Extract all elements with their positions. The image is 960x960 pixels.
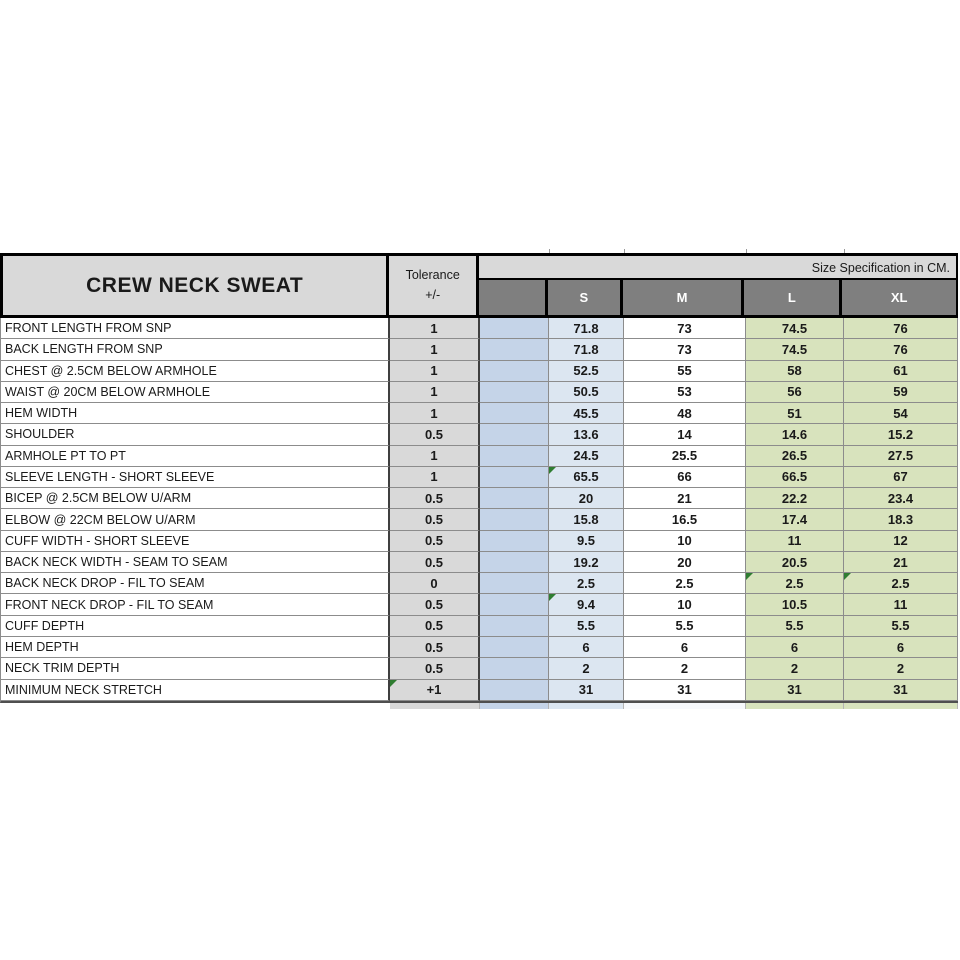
size-header-m: M — [623, 280, 745, 315]
empty-cell — [480, 446, 549, 467]
measurement-label: BACK NECK DROP - FIL TO SEAM — [1, 573, 390, 594]
measurement-label: FRONT NECK DROP - FIL TO SEAM — [1, 594, 390, 615]
size-m-value: 53 — [624, 382, 746, 403]
size-m-value: 2.5 — [624, 573, 746, 594]
table-row — [1, 680, 958, 701]
size-xl-value: 5.5 — [844, 616, 958, 637]
tolerance-value: 0.5 — [390, 637, 480, 658]
size-l-value: 66.5 — [746, 467, 844, 488]
measurement-label: HEM WIDTH — [1, 403, 390, 424]
size-s-value: 71.8 — [549, 318, 624, 339]
tolerance-value: 1 — [390, 339, 480, 360]
size-xl-value: 76 — [844, 318, 958, 339]
table-row — [1, 382, 958, 403]
table-row — [1, 361, 958, 382]
size-s-value: 2.5 — [549, 573, 624, 594]
size-header-s: S — [548, 280, 623, 315]
empty-cell — [480, 318, 549, 339]
tolerance-value: 1 — [390, 361, 480, 382]
page-title: CREW NECK SWEAT — [3, 256, 389, 315]
size-s-value: 52.5 — [549, 361, 624, 382]
size-s-value: 20 — [549, 488, 624, 509]
size-l-value: 22.2 — [746, 488, 844, 509]
size-m-value: 66 — [624, 467, 746, 488]
size-s-value: 9.4 — [549, 594, 624, 615]
size-header-empty-cell — [479, 280, 548, 315]
size-m-value: 25.5 — [624, 446, 746, 467]
tolerance-value: 1 — [390, 318, 480, 339]
column-border-tick — [844, 249, 845, 253]
error-indicator-icon — [844, 573, 851, 580]
cropped-cell — [549, 703, 624, 709]
table-row — [1, 318, 958, 339]
size-xl-value: 23.4 — [844, 488, 958, 509]
size-l-value: 74.5 — [746, 318, 844, 339]
measurement-label: SHOULDER — [1, 424, 390, 445]
empty-cell — [480, 509, 549, 530]
cropped-row-above — [0, 249, 958, 253]
measurement-label: ARMHOLE PT TO PT — [1, 446, 390, 467]
empty-cell — [480, 594, 549, 615]
empty-cell — [480, 573, 549, 594]
measurement-label: NECK TRIM DEPTH — [1, 658, 390, 679]
size-xl-value: 54 — [844, 403, 958, 424]
size-header-xl: XL — [842, 280, 956, 315]
cropped-cell — [844, 703, 958, 709]
error-indicator-icon — [390, 680, 397, 687]
cropped-row-below — [0, 703, 958, 709]
size-s-value: 9.5 — [549, 531, 624, 552]
size-l-value: 26.5 — [746, 446, 844, 467]
tolerance-value: 0.5 — [390, 509, 480, 530]
size-s-value: 65.5 — [549, 467, 624, 488]
column-border-tick — [746, 249, 747, 253]
empty-cell — [480, 680, 549, 701]
size-s-value: 31 — [549, 680, 624, 701]
size-spec-header-group — [479, 256, 956, 315]
size-m-value: 48 — [624, 403, 746, 424]
size-xl-value: 31 — [844, 680, 958, 701]
empty-cell — [480, 658, 549, 679]
size-s-value: 24.5 — [549, 446, 624, 467]
size-header-l: L — [744, 280, 842, 315]
size-s-value: 71.8 — [549, 339, 624, 360]
tolerance-value: 0.5 — [390, 531, 480, 552]
error-indicator-icon — [549, 467, 556, 474]
size-m-value: 10 — [624, 531, 746, 552]
size-m-value: 5.5 — [624, 616, 746, 637]
size-s-value: 13.6 — [549, 424, 624, 445]
table-row — [1, 531, 958, 552]
size-l-value: 56 — [746, 382, 844, 403]
measurement-rows — [0, 318, 958, 703]
tolerance-value: 1 — [390, 467, 480, 488]
size-m-value: 2 — [624, 658, 746, 679]
measurement-label: CUFF DEPTH — [1, 616, 390, 637]
tolerance-column-header — [389, 256, 479, 315]
size-xl-value: 12 — [844, 531, 958, 552]
table-header — [0, 253, 958, 318]
measurement-label: MINIMUM NECK STRETCH — [1, 680, 390, 701]
empty-cell — [480, 361, 549, 382]
measurement-label: CHEST @ 2.5CM BELOW ARMHOLE — [1, 361, 390, 382]
size-l-value: 11 — [746, 531, 844, 552]
size-xl-value: 61 — [844, 361, 958, 382]
size-m-value: 20 — [624, 552, 746, 573]
size-l-value: 5.5 — [746, 616, 844, 637]
table-row — [1, 637, 958, 658]
size-m-value: 73 — [624, 339, 746, 360]
measurement-label: BACK NECK WIDTH - SEAM TO SEAM — [1, 552, 390, 573]
table-row — [1, 467, 958, 488]
table-row — [1, 616, 958, 637]
measurement-label: SLEEVE LENGTH - SHORT SLEEVE — [1, 467, 390, 488]
empty-cell — [480, 637, 549, 658]
size-spec-sheet — [0, 249, 958, 709]
table-row — [1, 403, 958, 424]
size-l-value: 2.5 — [746, 573, 844, 594]
table-row — [1, 594, 958, 615]
tolerance-value: 1 — [390, 382, 480, 403]
size-xl-value: 15.2 — [844, 424, 958, 445]
size-spec-caption: Size Specification in CM. — [479, 256, 956, 280]
empty-cell — [480, 616, 549, 637]
table-row — [1, 509, 958, 530]
table-row — [1, 488, 958, 509]
tolerance-value: 0.5 — [390, 488, 480, 509]
cropped-cell — [390, 703, 480, 709]
size-m-value: 55 — [624, 361, 746, 382]
measurement-label: CUFF WIDTH - SHORT SLEEVE — [1, 531, 390, 552]
size-xl-value: 6 — [844, 637, 958, 658]
size-l-value: 74.5 — [746, 339, 844, 360]
empty-cell — [480, 339, 549, 360]
size-s-value: 2 — [549, 658, 624, 679]
empty-cell — [480, 531, 549, 552]
empty-cell — [480, 552, 549, 573]
size-xl-value: 27.5 — [844, 446, 958, 467]
size-header-row — [479, 280, 956, 315]
empty-cell — [480, 467, 549, 488]
measurement-label: BICEP @ 2.5CM BELOW U/ARM — [1, 488, 390, 509]
cropped-cell — [480, 703, 549, 709]
error-indicator-icon — [746, 573, 753, 580]
size-xl-value: 18.3 — [844, 509, 958, 530]
size-s-value: 50.5 — [549, 382, 624, 403]
table-row — [1, 573, 958, 594]
tolerance-value: 0 — [390, 573, 480, 594]
tolerance-value: +1 — [390, 680, 480, 701]
size-xl-value: 21 — [844, 552, 958, 573]
size-m-value: 73 — [624, 318, 746, 339]
table-row — [1, 424, 958, 445]
measurement-label: HEM DEPTH — [1, 637, 390, 658]
table-row — [1, 658, 958, 679]
size-s-value: 45.5 — [549, 403, 624, 424]
size-m-value: 31 — [624, 680, 746, 701]
size-l-value: 17.4 — [746, 509, 844, 530]
error-indicator-icon — [549, 594, 556, 601]
size-m-value: 10 — [624, 594, 746, 615]
size-s-value: 15.8 — [549, 509, 624, 530]
size-m-value: 6 — [624, 637, 746, 658]
size-l-value: 31 — [746, 680, 844, 701]
size-l-value: 6 — [746, 637, 844, 658]
tolerance-value: 0.5 — [390, 658, 480, 679]
size-xl-value: 2 — [844, 658, 958, 679]
empty-cell — [480, 403, 549, 424]
tolerance-value: 0.5 — [390, 594, 480, 615]
table-row — [1, 446, 958, 467]
size-l-value: 20.5 — [746, 552, 844, 573]
size-xl-value: 59 — [844, 382, 958, 403]
cropped-cell — [746, 703, 844, 709]
size-s-value: 6 — [549, 637, 624, 658]
size-l-value: 10.5 — [746, 594, 844, 615]
tolerance-value: 0.5 — [390, 552, 480, 573]
size-m-value: 14 — [624, 424, 746, 445]
tolerance-value: 0.5 — [390, 424, 480, 445]
column-border-tick — [549, 249, 550, 253]
size-s-value: 19.2 — [549, 552, 624, 573]
size-m-value: 21 — [624, 488, 746, 509]
measurement-label: ELBOW @ 22CM BELOW U/ARM — [1, 509, 390, 530]
cropped-cell — [624, 703, 746, 709]
empty-cell — [480, 382, 549, 403]
tolerance-value: 0.5 — [390, 616, 480, 637]
tolerance-label-line1: Tolerance — [405, 268, 460, 283]
empty-cell — [480, 488, 549, 509]
column-border-tick — [624, 249, 625, 253]
size-xl-value: 2.5 — [844, 573, 958, 594]
size-xl-value: 11 — [844, 594, 958, 615]
size-s-value: 5.5 — [549, 616, 624, 637]
size-l-value: 58 — [746, 361, 844, 382]
table-row — [1, 339, 958, 360]
empty-cell — [480, 424, 549, 445]
size-l-value: 2 — [746, 658, 844, 679]
size-xl-value: 76 — [844, 339, 958, 360]
tolerance-value: 1 — [390, 403, 480, 424]
measurement-label: FRONT LENGTH FROM SNP — [1, 318, 390, 339]
size-m-value: 16.5 — [624, 509, 746, 530]
cropped-cell — [0, 703, 390, 709]
table-row — [1, 552, 958, 573]
measurement-label: WAIST @ 20CM BELOW ARMHOLE — [1, 382, 390, 403]
tolerance-value: 1 — [390, 446, 480, 467]
tolerance-label-line2: +/- — [425, 287, 441, 302]
size-l-value: 51 — [746, 403, 844, 424]
size-xl-value: 67 — [844, 467, 958, 488]
measurement-label: BACK LENGTH FROM SNP — [1, 339, 390, 360]
size-l-value: 14.6 — [746, 424, 844, 445]
